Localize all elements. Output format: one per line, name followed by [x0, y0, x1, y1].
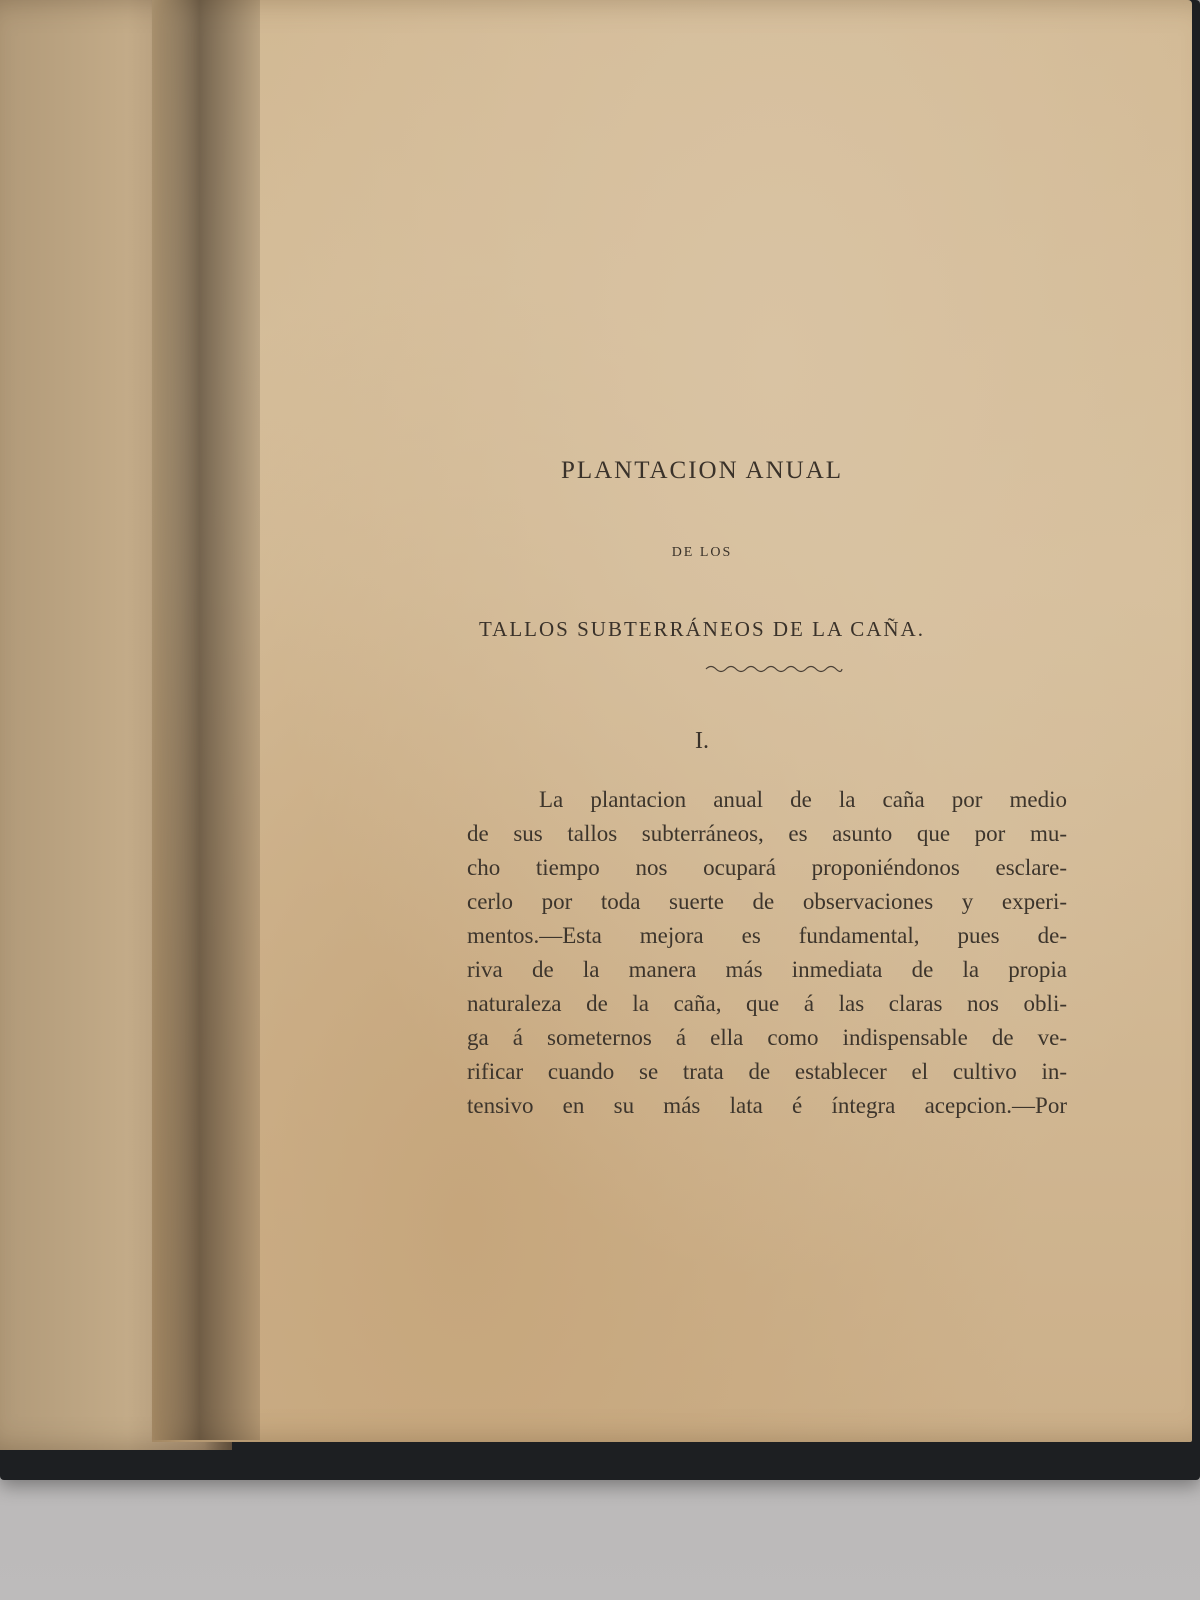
body-line: de sus tallos subterráneos, es asunto que por mu-	[467, 821, 1067, 846]
body-line: tensivo en su más lata é íntegra acepcion.—Por	[467, 1093, 1067, 1118]
body-paragraph	[467, 783, 1067, 1123]
body-line: cho tiempo nos ocupará proponiéndonos esclare-	[467, 855, 1067, 880]
body-line: mentos.—Esta mejora es fundamental, pues de-	[467, 923, 1067, 948]
body-line: cerlo por toda suerte de observaciones y experi-	[467, 889, 1067, 914]
heading-line-3: TALLOS SUBTERRÁNEOS DE LA CAÑA.	[479, 617, 925, 641]
wavy-rule-ornament	[704, 662, 844, 676]
section-number: I.	[695, 728, 709, 754]
body-line: La plantacion anual de la caña por medio	[539, 787, 1067, 812]
body-line: riva de la manera más inmediata de la propia	[467, 957, 1067, 982]
body-line: rificar cuando se trata de establecer el cultivo in-	[467, 1059, 1067, 1084]
body-line: ga á someternos á ella como indispensable de ve-	[467, 1025, 1067, 1050]
page-content	[312, 0, 1092, 1400]
body-line: naturaleza de la caña, que á las claras nos obli-	[467, 991, 1067, 1016]
heading-line-2: DE LOS	[671, 545, 733, 560]
book-page	[152, 0, 1192, 1442]
heading-line-1: PLANTACION ANUAL	[560, 457, 844, 484]
